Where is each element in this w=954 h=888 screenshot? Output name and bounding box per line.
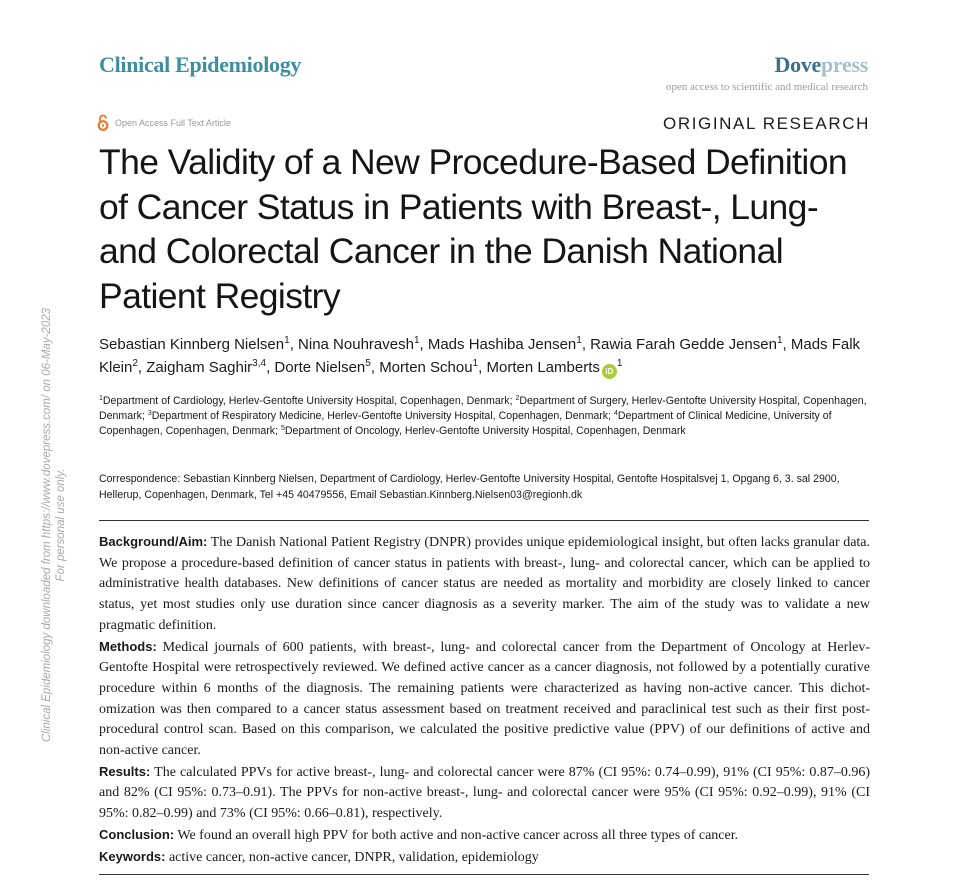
- divider-top: [99, 520, 869, 521]
- paper-title: The Validity of a New Procedure-Based Definition of Cancer Status in Patients with Breast-, Lung- and Colorectal Cancer in the Danish National Patient Registry: [99, 142, 847, 316]
- author[interactable]: Sebastian Kinnberg Nielsen$^1$: [99, 335, 290, 353]
- author-list: Sebastian Kinnberg Nielsen$^1$, Nina Nouhravesh$^1$, Mads Hashiba Jensen$^1$, Rawia Farah Gedde Jensen$^1$, Mads Falk Klein$^2$, Zaigham Saghir$^{3,4}$, Dorte Nielsen$^5$, Morten Schou$^1$, Morten Lamberts $iD^1$: [99, 333, 874, 379]
- abstract: [99, 532, 870, 868]
- author[interactable]: Zaigham Saghir$^{3,4}$: [146, 358, 267, 376]
- article-type: ORIGINAL RESEARCH: [663, 114, 870, 133]
- author[interactable]: Rawia Farah Gedde Jensen$^1$: [590, 335, 783, 353]
- author[interactable]: Dorte Nielsen$^5$: [274, 358, 371, 376]
- open-access-icon: [97, 114, 109, 131]
- publisher-tagline: open access to scientific and medical research: [665, 81, 868, 93]
- abstract-conclusion: Conclusion: We found an overall high PPV for both active and non-active cancer across all three types of cancer.: [99, 826, 739, 843]
- publisher-logo-dove: Dove: [774, 52, 821, 77]
- publisher-logo[interactable]: [775, 52, 868, 78]
- divider-bottom: [99, 874, 869, 875]
- orcid-icon[interactable]: iD: [602, 364, 617, 379]
- open-access-badge: [97, 114, 231, 131]
- affiliations: $^1$Department of Cardiology, Herlev-Gentofte University Hospital, Copenhagen, Denmark; $^2$Department of Surgery, Herlev-Gentofte University Hospital, Copenhagen, Denmark; $^3$Department of Respiratory Medicine, Herlev-Gentofte University Hospital, Copenhagen, Denmark; $^4$Department of Clinical Medicine, University of Copenhagen, Copenhagen, Denmark; $^5$Department of Oncology, Herlev-Gentofte University Hospital, Copenhagen, Denmark: [99, 395, 867, 437]
- abstract-keywords: Keywords: active cancer, non-active cancer, DNPR, validation, epidemiology: [99, 848, 539, 865]
- author[interactable]: Mads Falk Klein$^2$: [99, 336, 861, 376]
- abstract-results: Results: The calculated PPVs for active breast-, lung- and colorectal cancer were 87% (CI 95%: 0.74–0.99), 91% (CI 95%: 0.87–0.96) and 82% (CI 95%: 0.73–0.91). The PPVs for non-active breast-, lung- and colorectal cancer were 95% (CI 95%: 0.92–0.99), 91% (CI 95%: 0.82–0.99) and 73% (CI 95%: 0.66–0.81), respectively.: [99, 763, 870, 822]
- journal-name: Clinical Epidemiology: [99, 52, 302, 77]
- abstract-methods: Methods: Medical journals of 600 patients, with breast-, lung- and colorectal cancer from the Department of Oncology at Herlev-Gentofte Hospital were retrospectively reviewed. We defined active cancer as a cancer diagnosis, not followed by a potentially curative procedure within 6 months of the diagnosis. The remaining patients were characterized as having non-active cancer. This dichotomization was then compared to a cancer status assessment based on treatment received and paraclinical test such as their first postprocedural control scan. Based on this comparison, we calculated the positive predictive value (PPV) of our definitions of active and non-active cancer.: [99, 638, 871, 759]
- abstract-background: Background/Aim: The Danish National Patient Registry (DNPR) provides unique epidemiological insight, but often lacks granular data. We propose a procedure-based definition of cancer status in patients with breast-, lung- and colorectal cancer, which can be applied to administrative health databases. New definitions of cancer status are needed as mortality and morbidity are closely linked to cancer status, yet most studies only use duration since cancer diagnosis as a severity marker. The aim of the study was to validate a new pragmatic definition.: [99, 534, 871, 633]
- author[interactable]: Morten Lamberts $iD^1$: [486, 359, 622, 376]
- open-access-label: Open Access Full Text Article: [115, 117, 231, 128]
- author[interactable]: Mads Hashiba Jensen$^1$: [427, 335, 582, 353]
- author[interactable]: Morten Schou$^1$: [379, 358, 479, 376]
- correspondence: Correspondence: Sebastian Kinnberg Nielsen, Department of Cardiology, Herlev-Gentofte University Hospital, Gentofte Hospitalsvej 1, Opgang 6, 3. sal 2900, Hellerup, Copenhagen, Denmark, Tel +45 40479556, Email Sebastian.Kinnberg.Nielsen03@regionh.dk: [99, 473, 840, 501]
- publisher-logo-press: press: [821, 52, 868, 77]
- author[interactable]: Nina Nouhravesh$^1$: [298, 335, 420, 353]
